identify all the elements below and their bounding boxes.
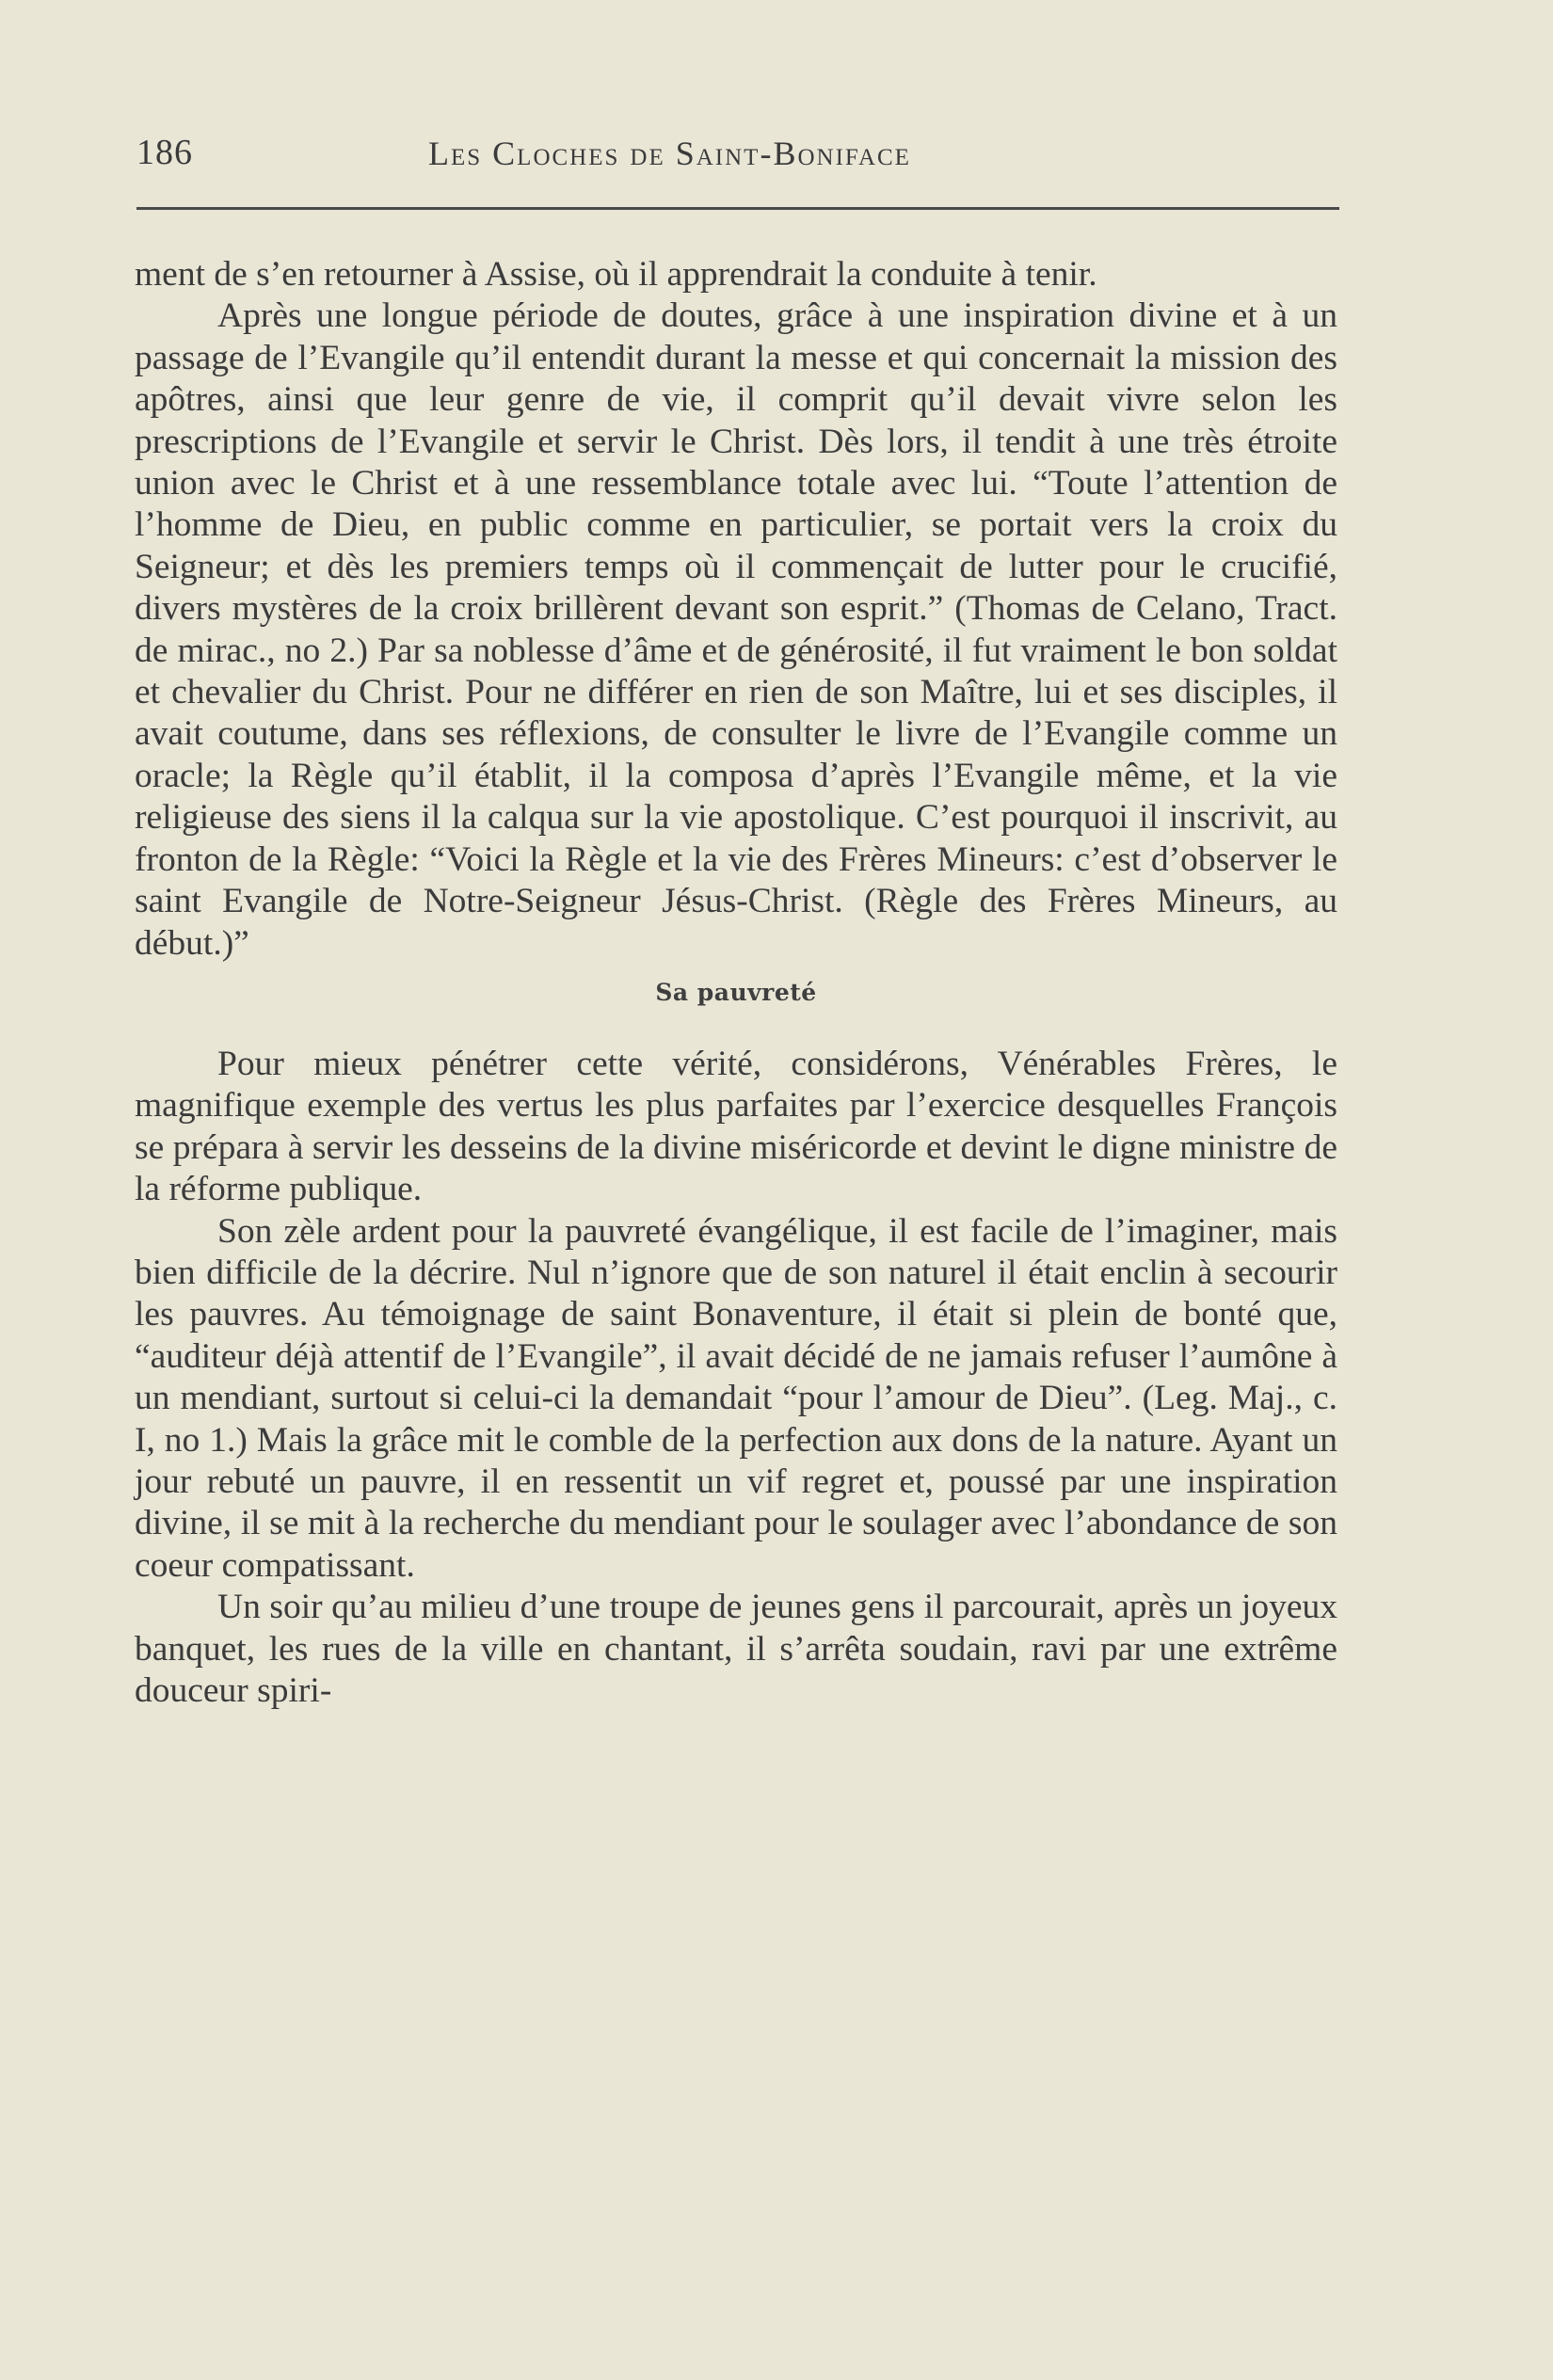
section-heading: Sa pauvreté bbox=[655, 978, 817, 1006]
paragraph-2: Après une longue période de doutes, grâce à une inspiration divine et à un passage de l’Evangile qu’il entendit durant la messe et qui concernait la mission des apôtres, ainsi que leur genre de vie, il comprit qu’il devait vivre selon les prescriptions de l’Evangile et servir le Christ. Dès lors, il tendit à une très étroite union avec le Christ et à une ressemblance totale avec lui. “Toute l’attention de l’homme de Dieu, en public comme en particulier, se portait vers la croix du Seigneur; et dès les premiers temps où il commençait de lutter pour le crucifié, divers mystères de la croix brillèrent devant son esprit.” (Thomas de Celano, Tract. de mirac., no 2.) Par sa noblesse d’âme et de générosité, il fut vraiment le bon soldat et chevalier du Christ. Pour ne différer en rien de son Maître, lui et ses disciples, il avait coutume, dans ses réflexions, de consulter le livre de l’Evangile comme un oracle; la Règle qu’il établit, il la composa d’après l’Evangile même, et la vie religieuse des siens il la calqua sur la vie apostolique. C’est pourquoi il inscrivit, au fronton de la Règle: “Voici la Règle et la vie des Frères Mineurs: c’est d’observer le saint Evangile de Notre-Seigneur Jésus-Christ. (Règle des Frères Mineurs, au début.)” bbox=[135, 296, 1337, 963]
page-number: 186 bbox=[136, 133, 193, 172]
paragraph-3: Pour mieux pénétrer cette vérité, considérons, Vénérables Frères, le magnifique exemple des vertus les plus parfaites par l’exercice desquelles François se prépara à servir les desseins de la divine miséricorde et devint le digne ministre de la réforme publique. bbox=[135, 1044, 1337, 1209]
body-text bbox=[135, 254, 1337, 1712]
paragraph-4: Son zèle ardent pour la pauvreté évangélique, il est facile de l’imaginer, mais bien difficile de la décrire. Nul n’ignore que de son naturel il était enclin à secourir les pauvres. Au témoignage de saint Bonaventure, il était si plein de bonté que, “auditeur déjà attentif de l’Evangile”, il avait décidé de ne jamais refuser l’aumône à un mendiant, surtout si celui-ci la demandait “pour l’amour de Dieu”. (Leg. Maj., c. I, no 1.) Mais la grâce mit le comble de la perfection aux dons de la nature. Ayant un jour rebuté un pauvre, il en ressentit un vif regret et, poussé par une inspiration divine, il se mit à la recherche du mendiant pour le soulager avec l’abondance de son coeur compatissant. bbox=[135, 1211, 1337, 1585]
running-title: Les Cloches de Saint-Boniface bbox=[428, 135, 911, 172]
paragraph-5: Un soir qu’au milieu d’une troupe de jeunes gens il parcourait, après un joyeux banquet, les rues de la ville en chantant, il s’arrêta soudain, ravi par une extrême douceur spiri- bbox=[135, 1588, 1337, 1710]
paragraph-1: ment de s’en retourner à Assise, où il apprendrait la conduite à tenir. bbox=[135, 255, 1097, 294]
page-header bbox=[136, 132, 1339, 179]
header-rule bbox=[136, 207, 1339, 210]
